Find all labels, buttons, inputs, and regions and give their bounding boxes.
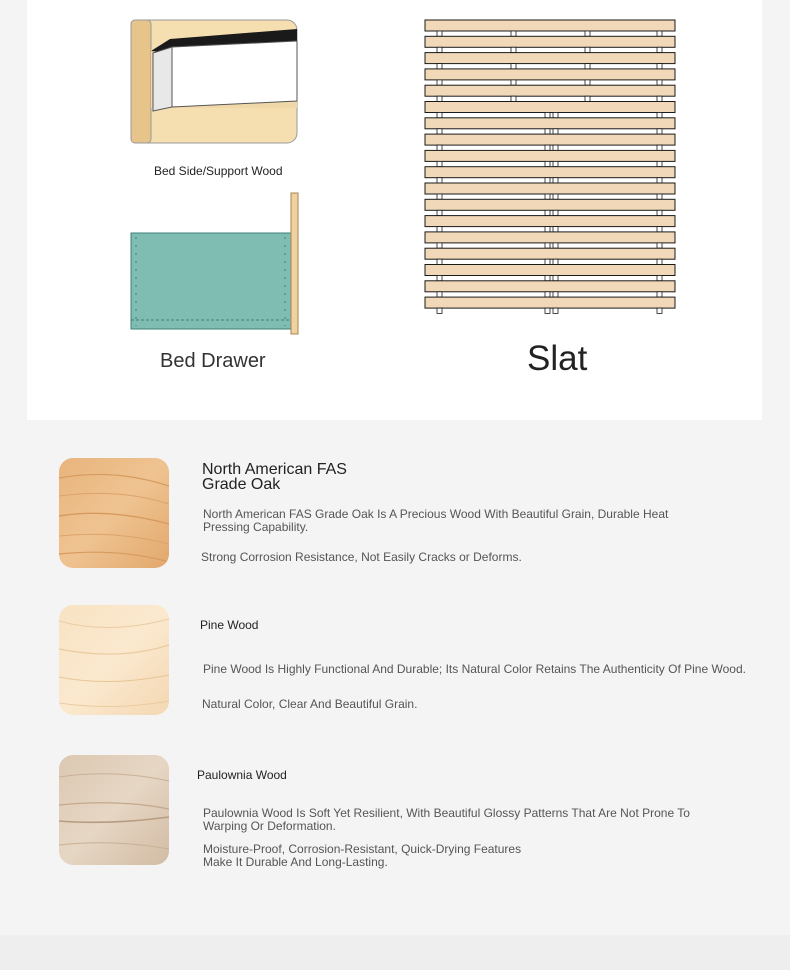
slat-board — [425, 248, 675, 259]
slat-support-block — [545, 276, 550, 281]
slat-board — [425, 53, 675, 64]
slat-support-block — [657, 276, 662, 281]
slat-support-block — [657, 80, 662, 85]
slat-support-block — [437, 47, 442, 52]
slat-support-block — [657, 243, 662, 248]
slat-board — [425, 20, 675, 31]
slat-support-block — [553, 145, 558, 150]
slat-support-block — [437, 194, 442, 199]
slat-board — [425, 102, 675, 113]
slat-support-block — [545, 178, 550, 183]
slat-support-block — [553, 227, 558, 232]
slat-support-block — [657, 129, 662, 134]
slat-support-block — [657, 194, 662, 199]
slat-board — [425, 183, 675, 194]
slat-support-block — [437, 161, 442, 166]
slat-support-block — [657, 96, 662, 101]
slat-support-block — [657, 47, 662, 52]
slat-support-block — [657, 178, 662, 183]
oak-swatch — [59, 458, 169, 568]
slat-support-block — [553, 259, 558, 264]
slat-support-block — [553, 178, 558, 183]
oak-feature: Strong Corrosion Resistance, Not Easily Cracks or Deforms. — [201, 550, 522, 564]
slat-support-block — [511, 64, 516, 69]
slat-board — [425, 167, 675, 178]
slat-support-block — [585, 80, 590, 85]
paulownia-title: Paulownia Wood — [197, 768, 287, 782]
slat-support-block — [437, 178, 442, 183]
footer-band — [0, 935, 790, 970]
slat-support-block — [657, 210, 662, 215]
slat-support-block — [511, 31, 516, 36]
slat-support-block — [553, 243, 558, 248]
slat-support-block — [511, 96, 516, 101]
slat-support-block — [553, 129, 558, 134]
slat-board — [425, 118, 675, 129]
oak-description: North American FAS Grade Oak Is A Precious Wood With Beautiful Grain, Durable Heat Pressing Capability. — [203, 507, 669, 534]
slat-support-block — [437, 96, 442, 101]
slat-support-block — [437, 227, 442, 232]
slat-support-block — [657, 308, 662, 313]
slat-support-block — [545, 227, 550, 232]
bed-side-support-wood-illustration — [130, 19, 298, 144]
slat-support-block — [545, 259, 550, 264]
slat-support-block — [437, 129, 442, 134]
slat-illustration — [423, 18, 677, 319]
slat-support-block — [657, 145, 662, 150]
slat-board — [425, 150, 675, 161]
slat-board — [425, 36, 675, 47]
slat-support-block — [553, 292, 558, 297]
slat-support-block — [657, 227, 662, 232]
slat-support-block — [437, 276, 442, 281]
slat-board — [425, 199, 675, 210]
slat-board — [425, 69, 675, 80]
slat-support-block — [545, 194, 550, 199]
oak-title: North American FAS Grade Oak — [202, 461, 347, 493]
slat-board — [425, 85, 675, 96]
slat-support-block — [437, 308, 442, 313]
slat-support-block — [585, 31, 590, 36]
pine-description: Pine Wood Is Highly Functional And Durable; Its Natural Color Retains The Authenticity Of Pine Wood. — [203, 662, 746, 676]
slat-support-block — [545, 145, 550, 150]
slat-support-block — [553, 276, 558, 281]
slat-support-block — [553, 210, 558, 215]
slat-support-block — [545, 161, 550, 166]
slat-support-block — [657, 31, 662, 36]
paulownia-swatch — [59, 755, 169, 865]
slat-support-block — [511, 47, 516, 52]
paulownia-feature: Moisture-Proof, Corrosion-Resistant, Quick-Drying Features Make It Durable And Long-Lasting. — [203, 842, 522, 869]
slat-support-block — [545, 308, 550, 313]
slat-caption: Slat — [527, 339, 588, 378]
slat-board — [425, 134, 675, 145]
slat-support-block — [545, 210, 550, 215]
slat-support-block — [657, 259, 662, 264]
slat-support-block — [585, 64, 590, 69]
paulownia-description: Paulownia Wood Is Soft Yet Resilient, With Beautiful Glossy Patterns That Are Not Prone To Warping Or Deformation. — [203, 806, 690, 833]
slat-board — [425, 265, 675, 276]
slat-support-block — [657, 292, 662, 297]
slat-support-block — [437, 243, 442, 248]
slat-board — [425, 281, 675, 292]
slat-support-block — [437, 259, 442, 264]
slat-support-block — [585, 96, 590, 101]
bed-drawer-illustration — [130, 192, 300, 336]
slat-support-block — [545, 243, 550, 248]
pine-swatch — [59, 605, 169, 715]
slat-support-block — [545, 113, 550, 118]
pine-title: Pine Wood — [200, 618, 259, 632]
slat-support-block — [545, 292, 550, 297]
slat-support-block — [657, 113, 662, 118]
slat-support-block — [437, 31, 442, 36]
slat-support-block — [585, 47, 590, 52]
slat-support-block — [437, 64, 442, 69]
slat-support-block — [437, 113, 442, 118]
slat-support-block — [553, 161, 558, 166]
slat-support-block — [437, 145, 442, 150]
slat-board — [425, 216, 675, 227]
slat-support-block — [545, 129, 550, 134]
slat-board — [425, 232, 675, 243]
slat-board — [425, 297, 675, 308]
slat-support-block — [437, 210, 442, 215]
side-wood-caption: Bed Side/Support Wood — [154, 164, 283, 178]
slat-support-block — [553, 113, 558, 118]
slat-support-block — [553, 194, 558, 199]
slat-support-block — [657, 64, 662, 69]
pine-feature: Natural Color, Clear And Beautiful Grain. — [202, 697, 418, 711]
slat-support-block — [657, 161, 662, 166]
drawer-caption: Bed Drawer — [160, 350, 266, 372]
slat-support-block — [437, 292, 442, 297]
slat-support-block — [511, 80, 516, 85]
slat-support-block — [437, 80, 442, 85]
slat-support-block — [553, 308, 558, 313]
